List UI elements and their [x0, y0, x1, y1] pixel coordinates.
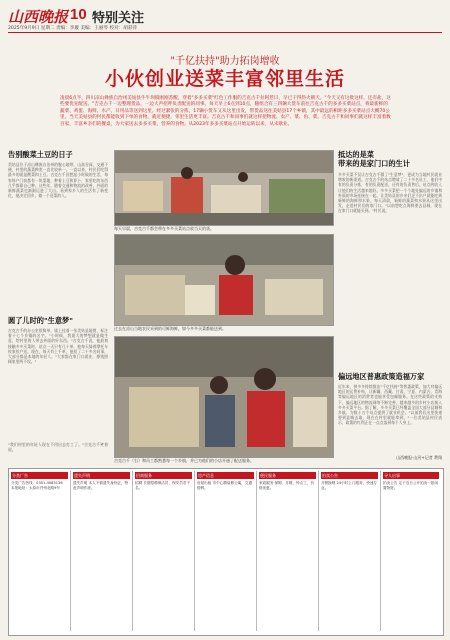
story-byline: 山西晚报·山河+记者 费翔	[396, 455, 442, 460]
delivery-photo-image	[115, 337, 333, 457]
story-lead: 凌晨6点半，四川凉山彝族自治州美姑县牛牛坝镇刚刚苏醒，穿着"多多买菜"红色工作服的吉克古千拉阿惹曰，早已干得热火朝天。"今天又有这批这样，还有盐，这些要优先配送。"吉克古千一边整理货品，一边大声招呼负责配送的同事。每天早上6点到10点，随组合有三四辆大货车前往吉克古千的多多买菜站点，将最新鲜的蔬菜、鸡蛋、海鲜、水产、日用品等送到这里。经过紧张的分拣，17辆小货车又从这里出发，带货品送往美姑县17个乡镇，其中最远的相距多多买菜站点大概70公里，当天美姑县的村民都能收到下单的食物，就近便捷，邻里生活更丰富。吉克古千和同事们就这样把物流、农产、菜、鱼、菜。吉克古千和同事们就这样丰富着数百家，丰富乡亲们的餐桌，为大家送去多多买菜，营养的食物。从2023年多多买菜站点开始运转以来，从未歇业。	[60, 96, 391, 127]
ad-column-header: 遗失声明	[73, 472, 130, 479]
ad-column-7	[381, 471, 441, 631]
photo-2-caption: 过去在凉山当地农民采到的可鲜海鲜，如今多多买菜都能送到。	[114, 326, 226, 331]
ad-line: 开锁换锁 24小时上门服务，快速专业。	[321, 481, 378, 490]
vendor-photo-image	[115, 235, 333, 325]
left-section-2-body: 吉克古千的办公室很简单，墙上挂着一张美姑县地图，标注着十七个乡镇的名字。"小时候，我最大的梦想就是做生意，给村里的人带去外面的好东西。"吉克古千说，他最初接触多多买菜时，站点一天只有几十单，他每天骑着摩托车挨家挨户送。现在，每天有上千单，他招了二十多名同事，大部分都是本地的年轻人。"大家都在家门口就业，挣钱照顾家里两不误。"	[8, 328, 108, 365]
ad-column-6	[319, 471, 381, 631]
ad-column-header: 寻人启事	[383, 472, 439, 479]
ad-line: 遗失声明 本人不慎遗失身份证，特此声明作废。	[73, 481, 129, 490]
ad-column-2	[71, 471, 133, 631]
vendor-photo	[114, 234, 334, 326]
left-section-2-title: 圆了儿时的"生意梦"	[8, 316, 73, 325]
ad-column-4	[195, 471, 257, 631]
dateline: 2025年9月9日 星期二 责编：李璇 美编：王丽琴 校对：胡彩萍	[8, 26, 138, 31]
masthead	[8, 6, 442, 34]
classified-ads-block	[8, 468, 444, 636]
story-headline: 小伙创业送菜丰富邻里生活	[104, 68, 345, 90]
page-number: 10	[70, 6, 87, 23]
left-section-1-title: 告别酸菜土豆的日子	[8, 150, 73, 159]
right-section-2-title: 偏远地区普惠政策造福万家	[338, 372, 425, 381]
ad-line: 本报地址：太原市并州北路9号	[11, 486, 61, 490]
masthead-rule	[8, 32, 442, 33]
ad-column-3	[133, 471, 195, 631]
warehouse-photo	[114, 150, 334, 226]
warehouse-photo-image	[115, 151, 333, 225]
left-section-1-body: 美姑县位于凉山彝族自治州的腹心地带，山高谷深，交通不便，村里的蔬菜种类一直比较单一。一直以来，村民们吃得最多的就是酸菜和土豆。吉克古千回想起小时候的生活，每家每户门前都有一块菜地，种着土豆和萝卜，家里吃的东西几乎都靠自己种。这些年，随着交通和物流的改善，外面的新鲜蔬菜也渐渐运进了大山。看到家乡人的生活有了新变化，他决定回乡，做一个送菜的人。	[8, 162, 108, 199]
ad-column-header: 招商服务	[135, 472, 192, 479]
ad-line: 房屋出租 市中心精装修公寓，交通便利。	[197, 481, 253, 490]
delivery-photo	[114, 336, 334, 458]
ad-column-5	[257, 471, 319, 631]
ad-line: 家政服务 保姆、月嫂、钟点工，价格优惠。	[259, 481, 315, 490]
ad-column-header: 房产信息	[197, 472, 254, 479]
ad-line: 拍卖公告 定于近日公开拍卖一批闲置物资。	[383, 481, 439, 490]
right-section-2-body: 近年来，拼多多持续推出"千亿扶持"等普惠政策，加大对偏远地区的运费补贴，让新疆、西藏、甘肃、宁夏、内蒙古、青海等偏远地区的消费者也能享受包邮服务。在这些政策的支持下，偏远地区的物流网络不断完善，越来越多的乡村小店接入多多买菜平台。据了解，多多买菜已经覆盖全国大部分县城和乡镇，为数十万个站点提供了就业机会。"以前我们这里快递要到县城去取，现在在村里就能拿到。"一位美姑县村民表示，政策的红利正在一点点落到每个人身上。	[338, 384, 442, 426]
right-section-1-body: 多多买菜不仅让吉克古千圆了"生意梦"，更成为当地村民就业增收的新渠道。吉克古千的站点聘请了二十多名员工，他们中有的负责分拣，有的负责配送，还有的负责售后。站点的收入让他们的生活越来越好。多多买菜把一个个地处偏远的乡镇和外面的市场连接在一起，让美姑县的乡亲们足不出户就能吃到新鲜的海鲜和水果。每天清晨，新鲜的蔬菜和水果从这里出发，走进村民们的家门口。"以前想吃点海鲜要去县城，现在在家门口就能买到。"村民说。	[338, 172, 442, 214]
right-section-1-title: 抵达的是菜 带来的是家门口的生计	[338, 150, 410, 168]
photo-1-caption: 每天早晨，吉克古千都会带在多多买菜站点收当天的货。	[114, 226, 214, 231]
newspaper-logo: 山西晚报	[8, 8, 69, 26]
section-name: 特别关注	[92, 11, 145, 26]
ad-column-header: 分类广告	[11, 472, 68, 479]
ad-hotline: 分类广告热线：0351-4085136	[11, 481, 63, 485]
ad-line: 招聘 长期招聘保洁员、保安员若干名。	[135, 481, 191, 490]
ad-column-header: 便民服务	[259, 472, 316, 479]
left-section-2-tail: "我们村里的年轻人现在不用出去打工了。"吉克古千笑着说。	[8, 442, 108, 453]
ad-column-1	[9, 471, 71, 631]
photo-3-caption: 吉克古千（右）和员工都熟悉每一个乡镇，并已为他们的小店开通了配送服务。	[114, 458, 254, 463]
ad-column-header: 拍卖公告	[321, 472, 378, 479]
story-kicker: "千亿扶持"助力拓岗增收	[170, 56, 280, 67]
